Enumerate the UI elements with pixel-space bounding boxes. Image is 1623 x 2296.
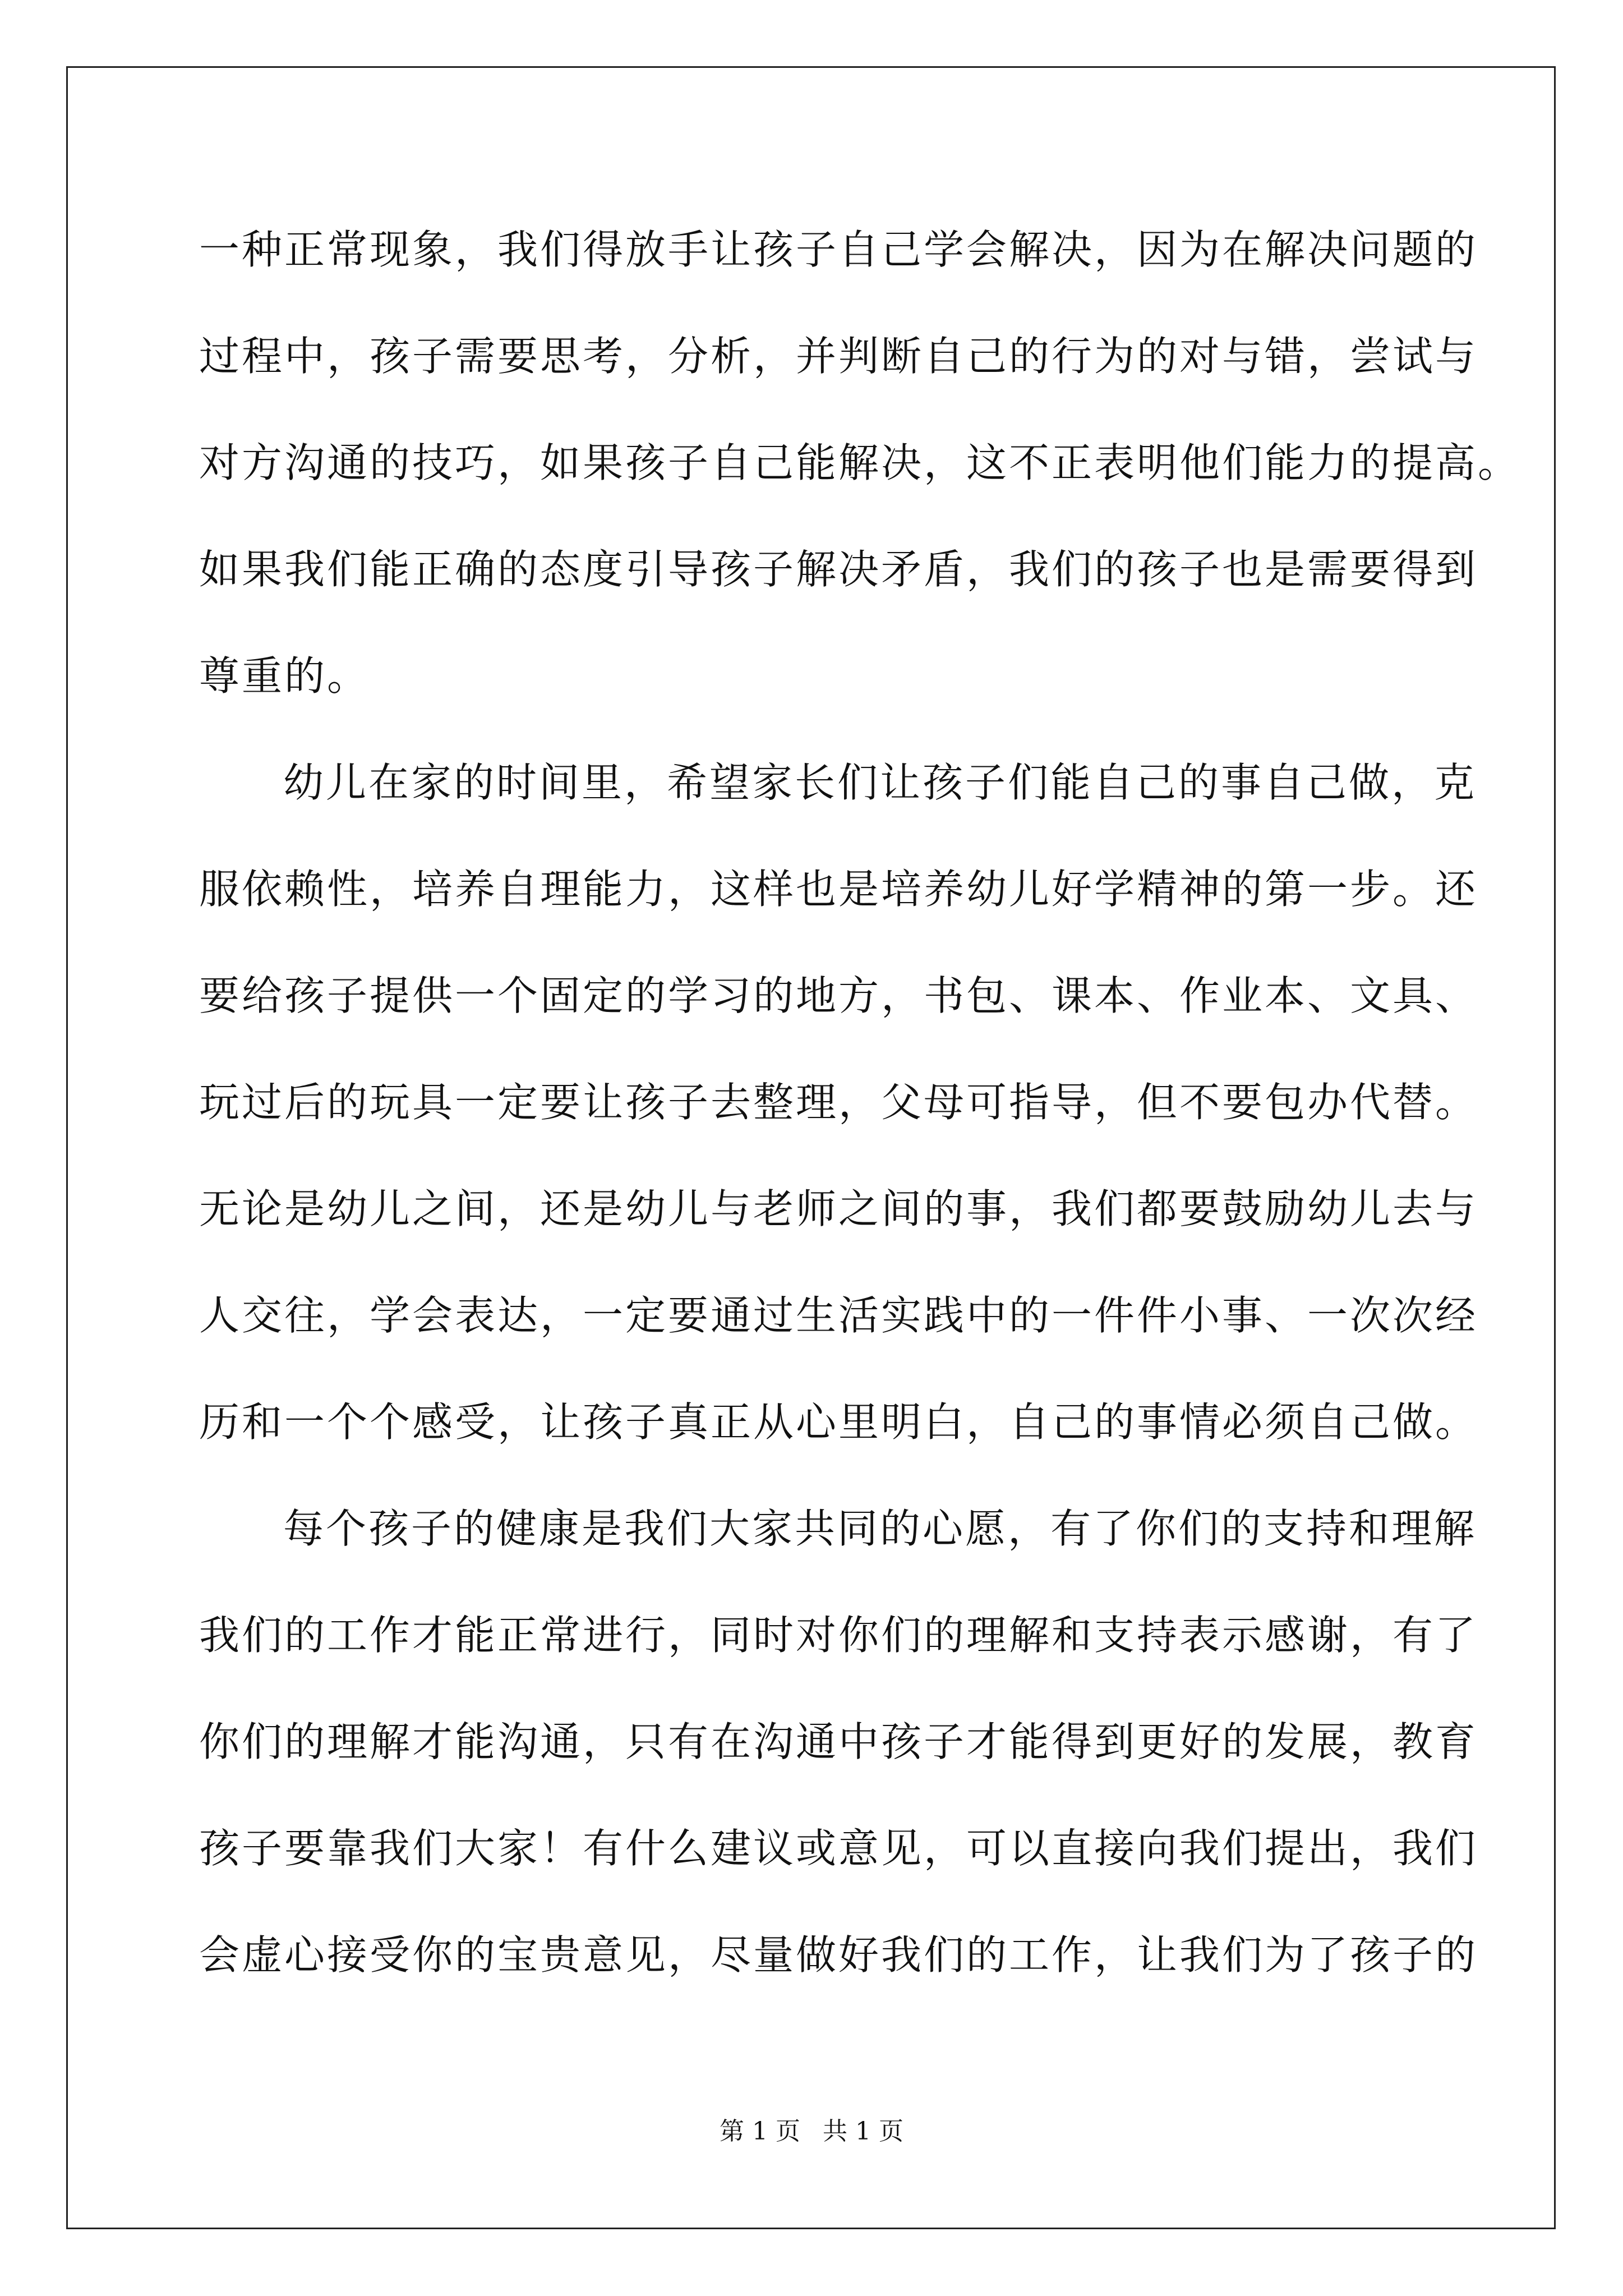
text-line: 历和一个个感受，让孩子真正从心里明白，自己的事情必须自己做。	[199, 1398, 1478, 1446]
text-line: 玩过后的玩具一定要让孩子去整理，父母可指导，但不要包办代替。	[199, 1079, 1478, 1126]
text-line: 对方沟通的技巧，如果孩子自己能解决，这不正表明他们能力的提高。	[199, 439, 1521, 486]
text-line: 要给孩子提供一个固定的学习的地方，书包、课本、作业本、文具、	[199, 972, 1478, 1019]
text-line: 你们的理解才能沟通，只有在沟通中孩子才能得到更好的发展，教育	[199, 1718, 1478, 1765]
text-line: 孩子要靠我们大家！有什么建议或意见，可以直接向我们提出，我们	[199, 1825, 1478, 1872]
text-line: 会虚心接受你的宝贵意见，尽量做好我们的工作，让我们为了孩子的	[199, 1931, 1478, 1978]
page-border	[66, 66, 1556, 2229]
text-line: 尊重的。	[199, 652, 370, 700]
text-line: 如果我们能正确的态度引导孩子解决矛盾，我们的孩子也是需要得到	[199, 546, 1478, 593]
page-number: 第 1 页	[720, 2117, 800, 2146]
text-line: 人交往，学会表达，一定要通过生活实践中的一件件小事、一次次经	[199, 1292, 1478, 1339]
text-line: 过程中，孩子需要思考，分析，并判断自己的行为的对与错，尝试与	[199, 333, 1478, 380]
paragraph-start-line: 每个孩子的健康是我们大家共同的心愿，有了你们的支持和理解	[283, 1505, 1477, 1552]
text-line: 一种正常现象，我们得放手让孩子自己学会解决，因为在解决问题的	[199, 226, 1478, 273]
text-line: 服依赖性，培养自理能力，这样也是培养幼儿好学精神的第一步。还	[199, 866, 1478, 913]
text-line: 无论是幼儿之间，还是幼儿与老师之间的事，我们都要鼓励幼儿去与	[199, 1185, 1478, 1232]
paragraph-start-line: 幼儿在家的时间里，希望家长们让孩子们能自己的事自己做，克	[283, 759, 1477, 806]
page-footer	[0, 2115, 1623, 2148]
text-line: 我们的工作才能正常进行，同时对你们的理解和支持表示感谢，有了	[199, 1612, 1478, 1659]
page-total: 共 1 页	[823, 2117, 903, 2146]
